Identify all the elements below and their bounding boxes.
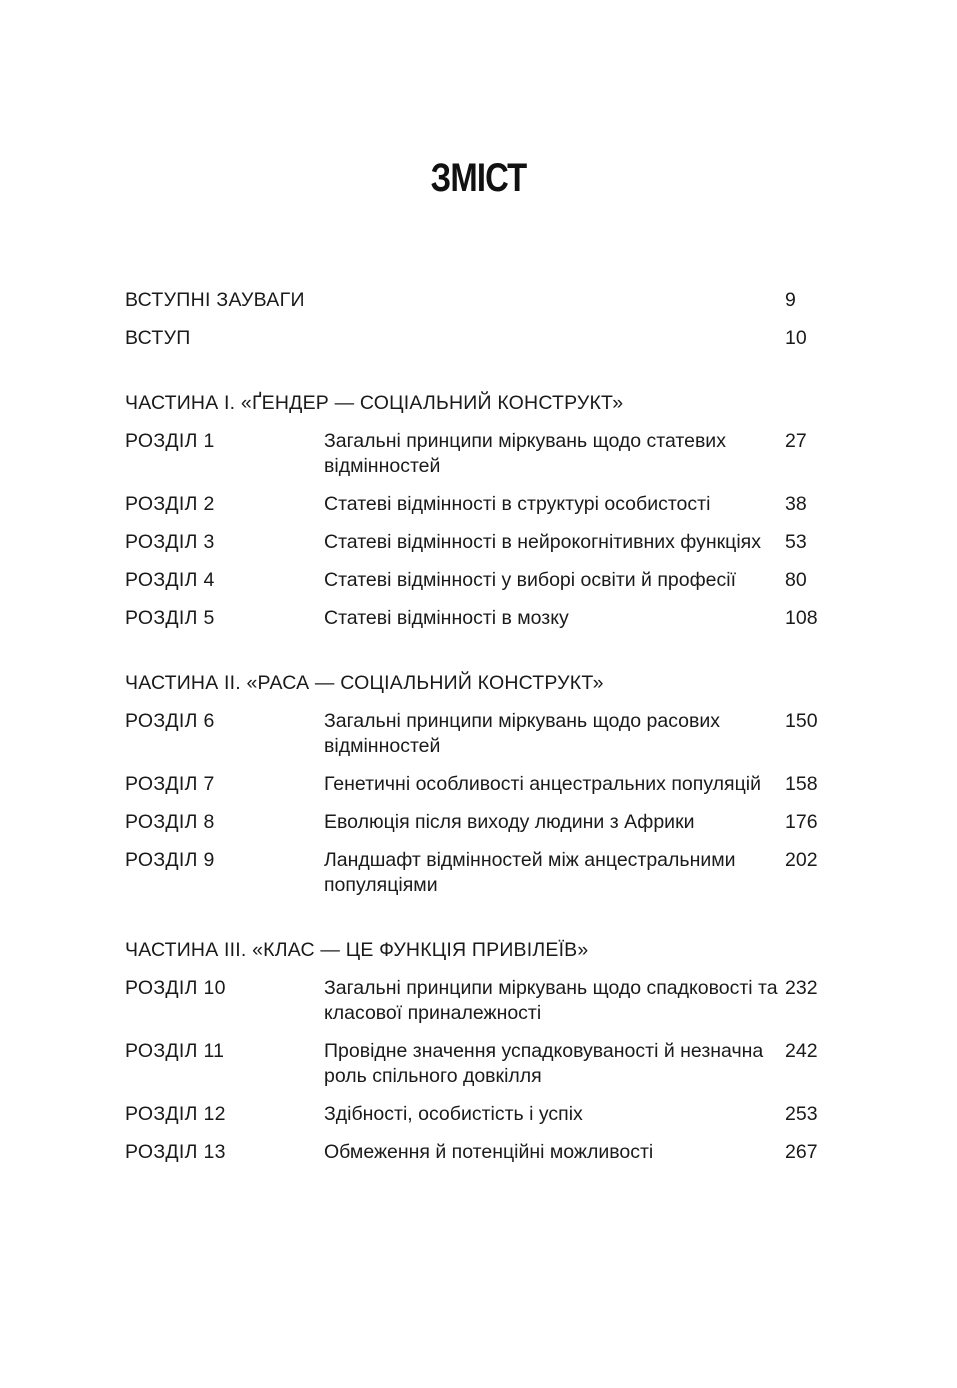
page-number: 10 <box>785 327 807 349</box>
part-heading[interactable]: ЧАСТИНА І. «ҐЕНДЕР — СОЦІАЛЬНИЙ КОНСТРУКТ» <box>125 392 624 414</box>
entry-label: ВСТУПНІ ЗАУВАГИ <box>125 289 305 311</box>
chapter-label: РОЗДІЛ 12 <box>125 1103 226 1125</box>
toc-chapter-row[interactable] <box>125 848 825 898</box>
chapter-title: Загальні принципи міркувань щодо статевих відмінностей <box>324 430 726 477</box>
chapter-label: РОЗДІЛ 1 <box>125 430 215 452</box>
toc-chapter-row[interactable] <box>125 1102 825 1127</box>
chapter-title: Загальні принципи міркувань щодо расових відмінностей <box>324 710 721 757</box>
chapter-label: РОЗДІЛ 6 <box>125 710 215 732</box>
chapter-label: РОЗДІЛ 13 <box>125 1141 226 1163</box>
chapter-label: РОЗДІЛ 11 <box>125 1040 225 1062</box>
toc-chapter-row[interactable] <box>125 429 825 479</box>
toc-entry-introduction[interactable] <box>125 326 825 351</box>
table-of-contents <box>125 288 825 1178</box>
page-number: 253 <box>785 1103 818 1125</box>
toc-chapter-row[interactable] <box>125 810 825 835</box>
toc-chapter-row[interactable] <box>125 492 825 517</box>
page-number: 202 <box>785 849 818 871</box>
page-number: 108 <box>785 607 818 629</box>
page-number: 150 <box>785 710 818 732</box>
toc-chapter-row[interactable] <box>125 976 825 1026</box>
chapter-label: РОЗДІЛ 3 <box>125 531 215 553</box>
toc-chapter-row[interactable] <box>125 709 825 759</box>
chapter-title: Здібності, особистість і успіх <box>324 1103 583 1125</box>
chapter-label: РОЗДІЛ 10 <box>125 977 226 999</box>
chapter-title: Загальні принципи міркувань щодо спадковості та класової приналежності <box>324 977 778 1024</box>
chapter-title: Обмеження й потенційні можливості <box>324 1141 654 1163</box>
chapter-label: РОЗДІЛ 5 <box>125 607 215 629</box>
page-number: 27 <box>785 430 807 452</box>
chapter-title: Генетичні особливості анцестральних популяцій <box>324 773 761 795</box>
page-title: ЗМІСТ <box>430 156 527 200</box>
page-number: 158 <box>785 773 818 795</box>
page-number: 232 <box>785 977 818 999</box>
toc-entry-introductory-notes[interactable] <box>125 288 825 313</box>
part-heading[interactable]: ЧАСТИНА ІІІ. «КЛАС — ЦЕ ФУНКЦІЯ ПРИВІЛЕЇВ» <box>125 939 589 961</box>
chapter-title: Ландшафт відмінностей між анцестральними популяціями <box>324 849 736 896</box>
chapter-title: Статеві відмінності у виборі освіти й професії <box>324 569 737 591</box>
page-number: 53 <box>785 531 807 553</box>
chapter-title: Провідне значення успадковуваності й незначна роль спільного довкілля <box>324 1040 764 1087</box>
chapter-label: РОЗДІЛ 7 <box>125 773 215 795</box>
toc-chapter-row[interactable] <box>125 1039 825 1089</box>
page-number: 176 <box>785 811 818 833</box>
toc-chapter-row[interactable] <box>125 1140 825 1165</box>
chapter-label: РОЗДІЛ 8 <box>125 811 215 833</box>
toc-chapter-row[interactable] <box>125 568 825 593</box>
chapter-label: РОЗДІЛ 4 <box>125 569 215 591</box>
page-number: 38 <box>785 493 807 515</box>
toc-chapter-row[interactable] <box>125 530 825 555</box>
page-number: 80 <box>785 569 807 591</box>
chapter-label: РОЗДІЛ 9 <box>125 849 215 871</box>
chapter-title: Статеві відмінності в нейрокогнітивних функціях <box>324 531 761 553</box>
entry-label: ВСТУП <box>125 327 191 349</box>
part-heading[interactable]: ЧАСТИНА ІІ. «РАСА — СОЦІАЛЬНИЙ КОНСТРУКТ» <box>125 672 604 694</box>
toc-chapter-row[interactable] <box>125 606 825 631</box>
chapter-title: Статеві відмінності в мозку <box>324 607 569 629</box>
page-number: 242 <box>785 1040 818 1062</box>
toc-chapter-row[interactable] <box>125 772 825 797</box>
page-number: 9 <box>785 289 796 311</box>
chapter-label: РОЗДІЛ 2 <box>125 493 215 515</box>
chapter-title: Статеві відмінності в структурі особистості <box>324 493 711 515</box>
chapter-title: Еволюція після виходу людини з Африки <box>324 811 695 833</box>
page-number: 267 <box>785 1141 818 1163</box>
